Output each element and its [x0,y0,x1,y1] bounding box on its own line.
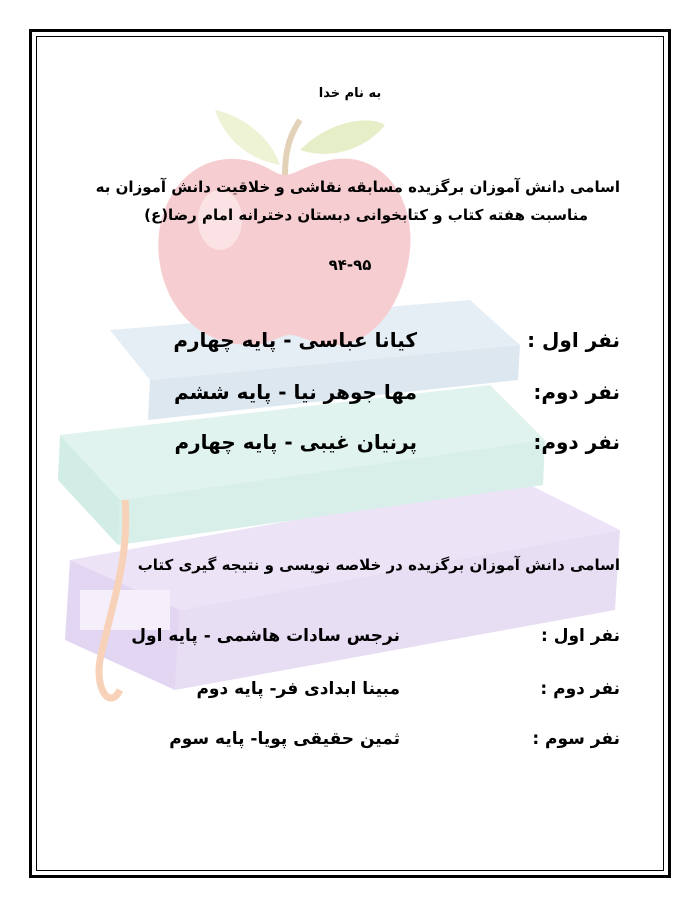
winner-rank-label: نفر سوم : [532,729,620,749]
winner-rank-label: نفر اول : [527,328,620,352]
winner-rank-label: نفر دوم : [540,679,620,699]
winner-rank-label: نفر اول : [541,626,620,646]
academic-year: ۹۴-۹۵ [328,256,372,274]
winner-name: کیانا عباسی - پایه چهارم [173,328,417,352]
winner-rank-label: نفر دوم: [533,380,620,404]
winner-name: پرنیان غیبی - پایه چهارم [174,430,417,454]
winner-name: ثمین حقیقی پویا- پایه سوم [169,729,400,749]
bismillah-heading: به نام خدا [318,86,382,101]
winner-rank-label: نفر دوم: [533,430,620,454]
section-2-heading: اسامی دانش آموزان برگزیده در خلاصه نویسی و نتیجه گیری کتاب [137,556,620,574]
winner-name: مبینا ابدادی فر- پایه دوم [196,679,400,699]
winner-name: نرجس سادات هاشمی - پایه اول [131,626,400,646]
winner-name: مها جوهر نیا - پایه ششم [173,380,417,404]
title-line-2: مناسبت هفته کتاب و کتابخوانی دبستان دخترانه امام رضا(ع) [144,206,588,224]
title-line-1: اسامی دانش آموزان برگزیده مسابقه نقاشی و خلاقیت دانش آموزان به [95,178,620,196]
